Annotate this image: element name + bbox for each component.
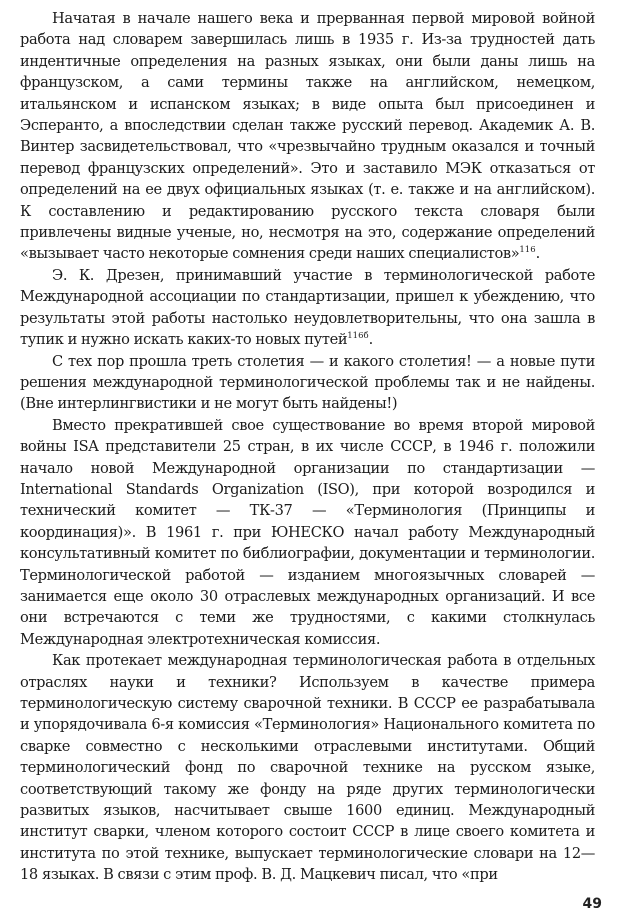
paragraph-3	[20, 351, 595, 415]
footnote-ref-116: 116	[519, 245, 536, 256]
paragraph-3-text: С тех пор прошла треть столетия — и какого столетия! — а новые пути решения международной терминологической проблемы так и не найдены. (Вне интерлингвистики и не могут быть найдены!)	[20, 352, 595, 413]
paragraph-4	[20, 415, 595, 650]
paragraph-5	[20, 650, 595, 885]
paragraph-5-text: Как протекает международная терминологическая работа в отдельных отраслях науки и техники? Используем в качестве примера терминологическую систему сварочной техники. В СССР ее разрабатывала и упорядочивала 6-я комиссия «Терминология» Национального комитета по сварке совместно с несколькими отраслевыми институтами. Общий терминологический фонд по сварочной технике на русском языке, соответствующий такому же фонду на ряде других терминологически развитых языков, насчитывает свыше 1600 единиц. Международный институт сварки, членом которого состоит СССР в лице своего комитета и института по этой технике, выпускает терминологические словари на 12—18 языках. В связи с этим проф. В. Д. Мацкевич писал, что «при	[20, 652, 595, 884]
paragraph-1-text: Начатая в начале нашего века и прерванная первой мировой войной работа над словарем завершилась лишь в 1935 г. Из-за трудностей дать индентичные определения на разных языках, они были даны лишь на французском, а сами термины также на английском, немецком, итальянском и испанском языках; в виде опыта был присоединен и Эсперанто, а впоследствии сделан также русский перевод. Академик А. В. Винтер засвидетельствовал, что «чрезвычайно трудным оказался и точный перевод французских определений». Это и заставило МЭК отказаться от определений на ее двух официальных языках (т. е. также и на английском). К составлению и редактированию русского текста словаря были привлечены видные ученые, но, несмотря на это, содержание определений «вызывает часто некоторые сомнения среди наших специалистов»	[20, 10, 595, 263]
page-number: 49	[582, 896, 602, 912]
paragraph-4-text: Вместо прекратившей свое существование во время второй мировой войны ISA представители 25 стран, в их числе СССР, в 1946 г. положили начало новой Международной организации по стандартизации — International Standards Organization (ISO), при которой возродился и технический комитет — ТК-37 — «Терминология (Принципы и координация)». В 1961 г. при ЮНЕСКО начал работу Международный консультативный комитет по библиографии, документации и терминологии. Терминологической работой — изданием многоязычных словарей — занимается еще около 30 отраслевых международных организаций. И все они встречаются с теми же трудностями, с какими столкнулась Международная электротехническая комиссия.	[20, 416, 595, 648]
footnote-ref-116b: 116б	[347, 331, 369, 342]
paragraph-2-text: Э. К. Дрезен, принимавший участие в терминологической работе Международной ассоциации по стандартизации, пришел к убеждению, что результаты этой работы настолько неудовлетворительны, что она зашла в тупик и нужно искать каких-то новых путей	[20, 266, 595, 349]
page-body	[20, 8, 595, 886]
paragraph-1: Начатая в начале нашего века и прерванная первой мировой войной работа над словарем завершилась лишь в 1935 г. Из-за трудностей дать индентичные определения на разных языках, они были даны лишь на французском, а сами термины также на английском, немецком, итальянском и испанском языках; в виде опыта был присоединен и Эсперанто, а впоследствии сделан также русский перевод. Академик А. В. Винтер засвидетельствовал, что «чрезвычайно трудным оказался и точный перевод французских определений». Это и заставило МЭК отказаться от определений на ее двух официальных языках (т. е. также и на английском). К составлению и редактированию русского текста словаря были привлечены видные ученые, но, несмотря на это, содержание определений «вызывает часто некоторые сомнения среди наших специалистов»$^{116}$.	[20, 10, 595, 263]
paragraph-2: Э. К. Дрезен, принимавший участие в терминологической работе Международной ассоциации по стандартизации, пришел к убеждению, что результаты этой работы настолько неудовлетворительны, что она зашла в тупик и нужно искать каких-то новых путей$^{116б}$.	[20, 266, 595, 349]
